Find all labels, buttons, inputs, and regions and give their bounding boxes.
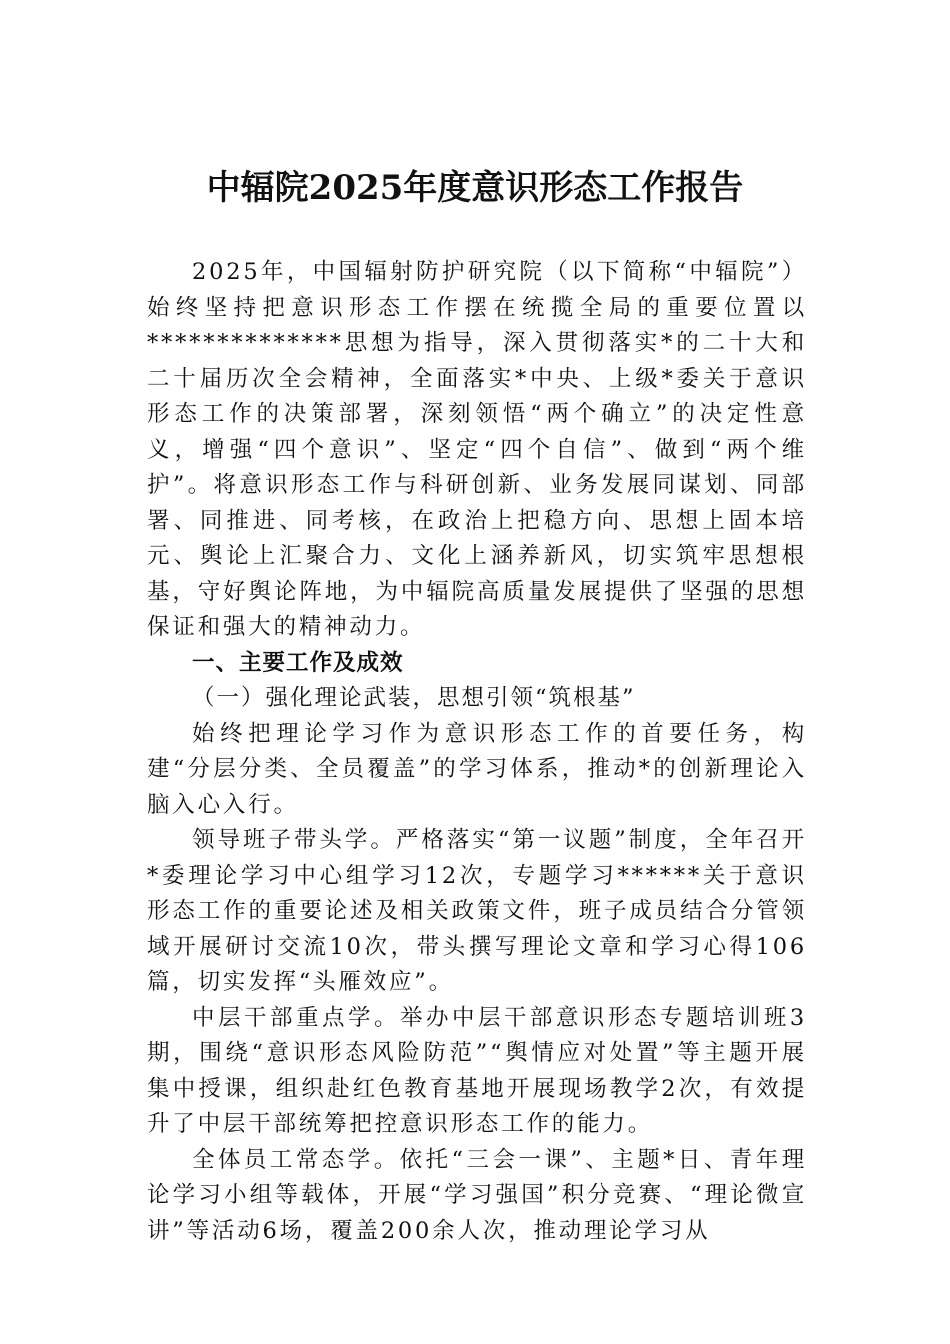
section-heading: 一、主要工作及成效 (192, 649, 404, 676)
document-title: 中辐院2025年度意识形态工作报告 (206, 168, 744, 208)
subsection-heading: （一）强化理论武装，思想引领“筑根基” (192, 685, 636, 711)
document-body (147, 255, 807, 1249)
intro-paragraph: 2025年，中国辐射防护研究院（以下简称“中辐院”）始终坚持把意识形态工作摆在统揽全局的重要位置以**************思想为指导，深入贯彻落实*的二十大和二十届历次全会精神，全面落实*中央、上级*委关于意识形态工作的决策部署，深刻领悟“两个确立”的决定性意义，增强“四个意识”、坚定“四个自信”、做到“两个维护”。将意识形态工作与科研创新、业务发展同谋划、同部署、同推进、同考核，在政治上把稳方向、思想上固本培元、舆论上汇聚合力、文化上涵养新风，切实筑牢思想根基，守好舆论阵地，为中辐院高质量发展提供了坚强的思想保证和强大的精神动力。 (147, 259, 807, 640)
body-paragraph: 中层干部重点学。举办中层干部意识形态专题培训班3期，围绕“意识形态风险防范”“舆情应对处置”等主题开展集中授课，组织赴红色教育基地开展现场教学2次，有效提升了中层干部统筹把控意识形态工作的能力。 (147, 1004, 807, 1137)
body-paragraph: 始终把理论学习作为意识形态工作的首要任务，构建“分层分类、全员覆盖”的学习体系，推动*的创新理论入脑入心入行。 (147, 720, 807, 818)
body-paragraph: 领导班子带头学。严格落实“第一议题”制度，全年召开*委理论学习中心组学习12次，专题学习******关于意识形态工作的重要论述及相关政策文件，班子成员结合分管领域开展研讨交流10次，带头撰写理论文章和学习心得106篇，切实发挥“头雁效应”。 (147, 827, 807, 995)
body-paragraph: 全体员工常态学。依托“三会一课”、主题*日、青年理论学习小组等载体，开展“学习强国”积分竞赛、“理论微宣讲”等活动6场，覆盖200余人次，推动理论学习从 (147, 1146, 807, 1244)
